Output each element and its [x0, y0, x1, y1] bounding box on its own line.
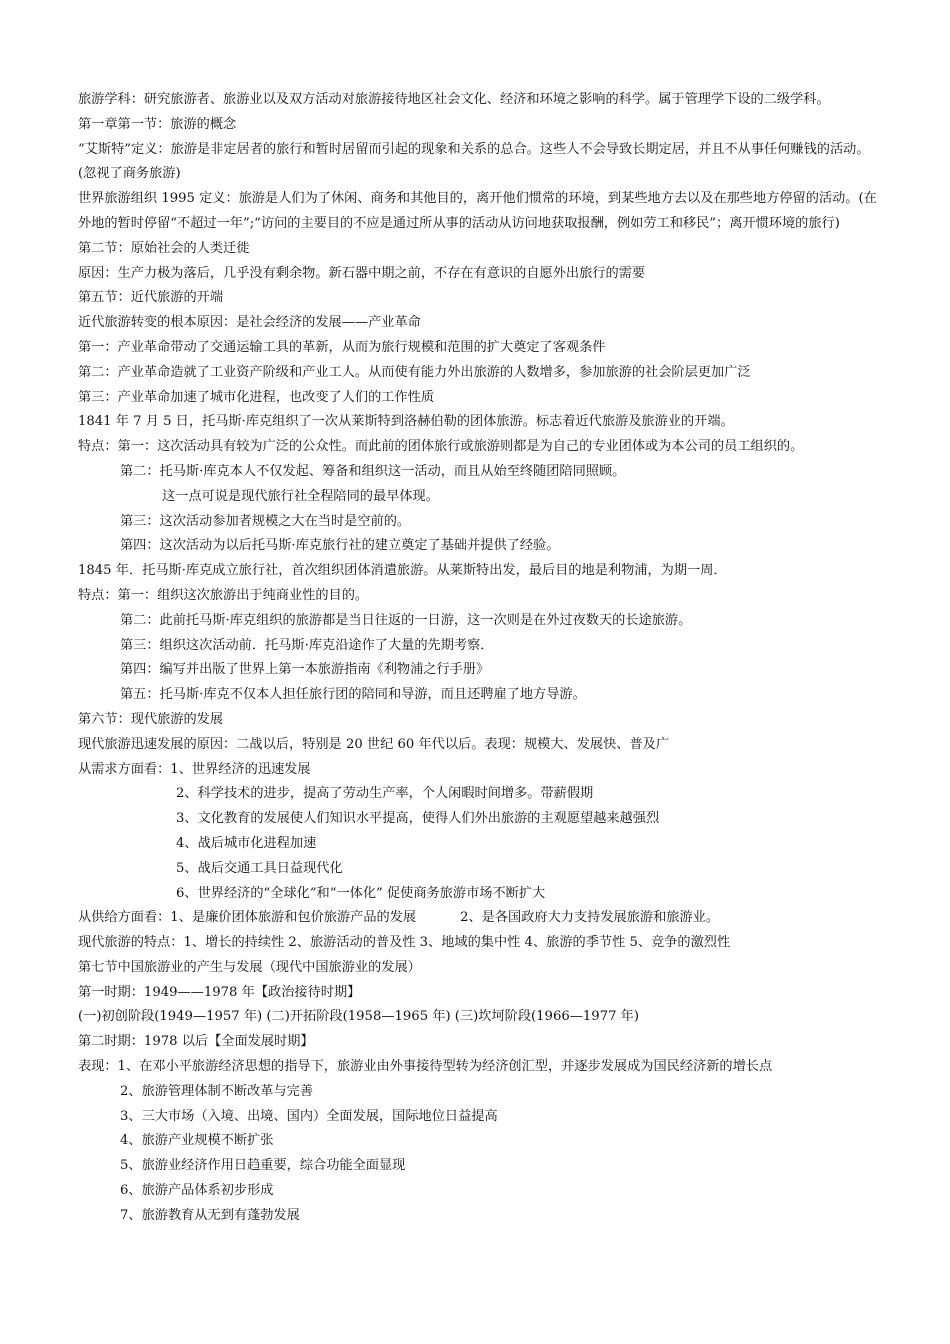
text-line — [78, 460, 886, 485]
text-line — [78, 88, 886, 113]
text-line-content: 第一时期：1949——1978 年【政治接待时期】 — [78, 984, 361, 1000]
text-line-content: 第三：组织这次活动前．托马斯·库克沿途作了大量的先期考察． — [120, 637, 494, 653]
text-line-content: 第三：产业革命加速了城市化进程，也改变了人们的工作性质 — [78, 389, 435, 405]
text-line-content: 6、旅游产品体系初步形成 — [120, 1183, 274, 1199]
text-line — [78, 311, 886, 336]
text-line-content: 第五节：近代旅游的开端 — [78, 290, 224, 306]
text-line — [78, 1154, 886, 1179]
text-line-content: 第一：产业革命带动了交通运输工具的革新，从而为旅行规模和范围的扩大奠定了客观条件 — [78, 339, 606, 355]
text-line — [78, 857, 886, 882]
text-line-content: 5、战后交通工具日益现代化 — [176, 860, 343, 876]
text-line-content: 第六节：现代旅游的发展 — [78, 711, 224, 727]
text-line — [78, 1105, 886, 1130]
text-line-content: 第四：这次活动为以后托马斯·库克旅行社的建立奠定了基础并提供了经验。 — [120, 538, 560, 554]
text-line-content: 3、三大市场（入境、出境、国内）全面发展，国际地位日益提高 — [120, 1108, 498, 1124]
text-line-content: 从需求方面看：1、世界经济的迅速发展 — [78, 761, 311, 777]
text-line-content: 6、世界经济的“全球化”和“一体化” 促使商务旅游市场不断扩大 — [176, 885, 546, 901]
text-line — [78, 683, 886, 708]
text-line — [78, 634, 886, 659]
text-line — [78, 410, 886, 435]
text-line-content: 第二节：原始社会的人类迁徙 — [78, 240, 250, 256]
text-line — [78, 1179, 886, 1204]
text-line — [78, 1005, 886, 1030]
text-line — [78, 559, 886, 584]
text-line-content: 世界旅游组织 1995 定义：旅游是人们为了休闲、商务和其他目的，离开他们惯常的环境，到某些地方去以及在那些地方停留的活动。(在外地的暂时停留“不超过一年”;“访问的主要目的不应是通过所从事的活动从访问地获取报酬，例如劳工和移民”；离开惯环境的旅行) — [78, 191, 877, 231]
text-line — [78, 435, 886, 460]
text-line — [78, 733, 886, 758]
text-line — [78, 361, 886, 386]
text-line — [78, 807, 886, 832]
text-line — [78, 262, 886, 287]
text-line — [78, 510, 886, 535]
text-line-content: “艾斯特”定义：旅游是非定居者的旅行和暂时居留而引起的现象和关系的总合。这些人不会导致长期定居，并且不从事任何赚钱的活动。(忽视了商务旅游) — [78, 141, 870, 182]
text-line-content: 第二：产业革命造就了工业资产阶级和产业工人。从而使有能力外出旅游的人数增多，参加旅游的社会阶层更加广泛 — [78, 364, 751, 380]
text-line — [78, 1055, 886, 1080]
text-line — [78, 882, 886, 907]
text-line-content: 1841 年 7 月 5 日，托马斯·库克组织了一次从莱斯特到洛赫伯勒的团体旅游。标志着近代旅游及旅游业的开端。 — [78, 414, 734, 430]
text-line-content: 旅游学科：研究旅游者、旅游业以及双方活动对旅游接待地区社会文化、经济和环境之影响的科学。属于管理学下设的二级学科。 — [78, 92, 830, 107]
text-line-content: 第二时期：1978 以后【全面发展时期】 — [78, 1034, 314, 1050]
text-line-content: 第二：此前托马斯·库克组织的旅游都是当日往返的一日游，这一次则是在外过夜数天的长途旅游。 — [120, 612, 692, 628]
text-line — [78, 931, 886, 956]
text-line — [78, 237, 886, 262]
text-line-content: 这一点可说是现代旅行社全程陪同的最早体现。 — [162, 488, 439, 504]
text-line-content: 特点：第一：这次活动具有较为广泛的公众性。而此前的团体旅行或旅游则都是为自己的专业团体或为本公司的员工组织的。 — [78, 439, 804, 455]
text-line — [78, 782, 886, 807]
document-body — [78, 88, 886, 1229]
text-line-content: 第一章第一节：旅游的概念 — [78, 116, 237, 132]
text-line-content-2: 2、是各国政府大力支持发展旅游和旅游业。 — [460, 910, 720, 926]
text-line-content: 4、旅游产业规模不断扩张 — [120, 1133, 274, 1149]
text-line-content: 5、旅游业经济作用日趋重要，综合功能全面显现 — [120, 1158, 406, 1174]
text-line — [78, 708, 886, 733]
text-line-content: 表现：1、在邓小平旅游经济思想的指导下，旅游业由外事接待型转为经济创汇型，并逐步发展成为国民经济新的增长点 — [78, 1059, 773, 1075]
text-line-content: 3、文化教育的发展使人们知识水平提高，使得人们外出旅游的主观愿望越来越强烈 — [176, 811, 660, 827]
text-line — [78, 1030, 886, 1055]
text-line — [78, 832, 886, 857]
text-line-content: 现代旅游的特点：1、增长的持续性 2、旅游活动的普及性 3、地域的集中性 4、旅游的季节性 5、竞争的激烈性 — [78, 935, 731, 951]
text-line — [78, 981, 886, 1006]
text-line-content: 2、旅游管理体制不断改革与完善 — [120, 1083, 314, 1099]
text-line — [78, 1204, 886, 1229]
text-line — [78, 1080, 886, 1105]
text-line-content: 第五：托马斯·库克不仅本人担任旅行团的陪同和导游，而且还聘雇了地方导游。 — [120, 687, 586, 703]
text-line — [78, 187, 886, 237]
text-line-content: 现代旅游迅速发展的原因：二战以后，特别是 20 世纪 60 年代以后。表现：规模大、发展快、普及广 — [78, 736, 670, 752]
text-line-content: 第四：编写并出版了世界上第一本旅游指南《利物浦之行手册》 — [120, 662, 490, 678]
text-line — [78, 336, 886, 361]
text-line-content: 第三：这次活动参加者规模之大在当时是空前的。 — [120, 513, 411, 529]
text-line — [78, 584, 886, 609]
text-line — [78, 609, 886, 634]
text-line — [78, 956, 886, 981]
text-line — [78, 138, 886, 188]
text-line-content: 原因：生产力极为落后，几乎没有剩余物。新石器中期之前，不存在有意识的自愿外出旅行的需要 — [78, 265, 646, 281]
text-line-content: 特点：第一：组织这次旅游出于纯商业性的目的。 — [78, 587, 369, 603]
text-line-content: 4、战后城市化进程加速 — [176, 835, 317, 851]
text-line — [78, 386, 886, 411]
text-line-content: 7、旅游教育从无到有蓬勃发展 — [120, 1207, 300, 1223]
text-line — [78, 485, 886, 510]
text-line — [78, 286, 886, 311]
text-line — [78, 906, 886, 931]
text-line-content: 2、科学技术的进步，提高了劳动生产率，个人闲暇时间增多。带薪假期 — [176, 786, 594, 802]
text-line-content: 近代旅游转变的根本原因：是社会经济的发展——产业革命 — [78, 315, 421, 331]
text-line — [78, 658, 886, 683]
text-line-content: 第二：托马斯·库克本人不仅发起、筹备和组织这一活动，而且从始至终随团陪同照顾。 — [120, 463, 626, 479]
text-line — [78, 1129, 886, 1154]
text-line — [78, 758, 886, 783]
text-line-content: 从供给方面看：1、是廉价团体旅游和包价旅游产品的发展 — [78, 910, 417, 926]
text-line — [78, 113, 886, 138]
text-line — [78, 534, 886, 559]
text-line-content: 1845 年．托马斯·库克成立旅行社，首次组织团体消遣旅游。从莱斯特出发，最后目的地是利物浦，为期一周． — [78, 563, 727, 579]
text-line-content: 第七节中国旅游业的产生与发展（现代中国旅游业的发展） — [78, 959, 421, 975]
text-line-content: (一)初创阶段(1949—1957 年) (二)开拓阶段(1958—1965 年) (三)坎坷阶段(1966—1977 年) — [78, 1009, 640, 1025]
